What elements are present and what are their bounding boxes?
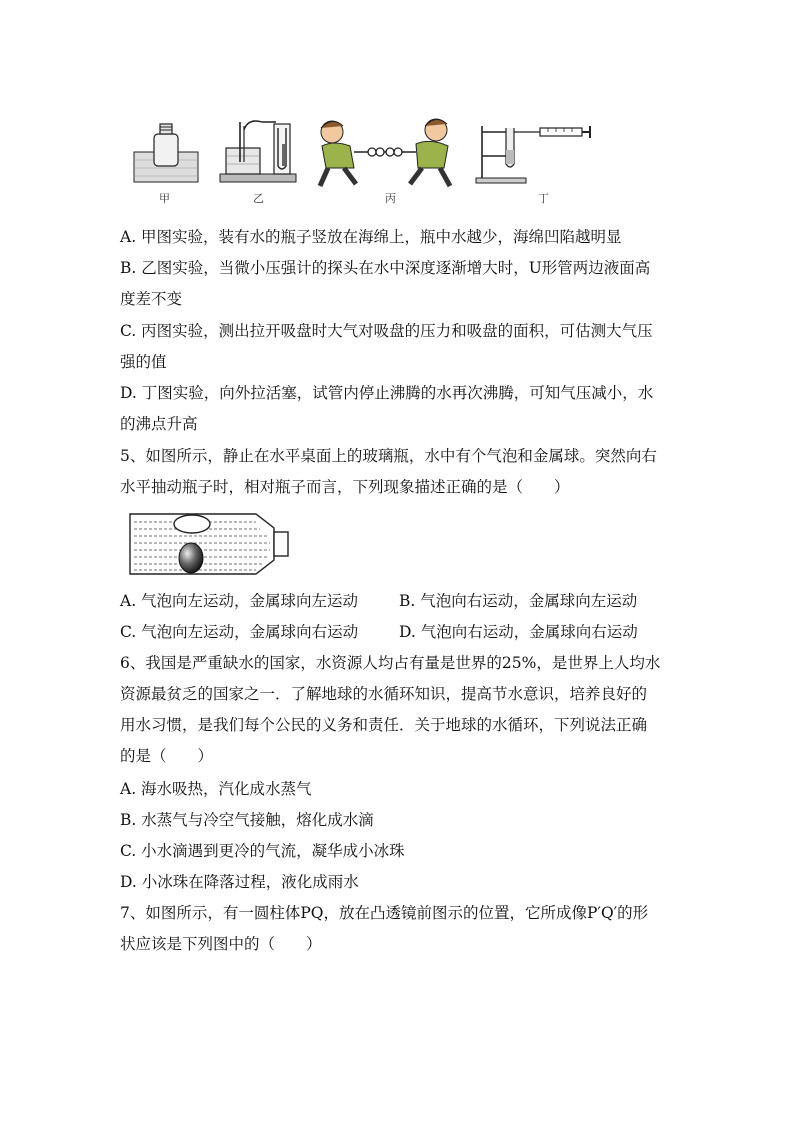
q6-option-d: D. 小冰珠在降落过程，液化成雨水 — [120, 873, 359, 891]
q5-stem-line-2: 水平抽动瓶子时，相对瓶子而言，下列现象描述正确的是（ ） — [120, 478, 570, 496]
q4-option-d-cont: 的沸点升高 — [120, 415, 198, 433]
q7-stem-line-1: 7、如图所示，有一圆柱体PQ，放在凸透镜前图示的位置，它所成像P′Q′的形 — [120, 904, 649, 922]
figure-bing — [310, 116, 460, 190]
q6-stem-line-2: 资源最贫乏的国家之一．了解地球的水循环知识，提高节水意识，培养良好的 — [120, 685, 648, 703]
q4-option-c: C. 丙图实验，测出拉开吸盘时大气对吸盘的压力和吸盘的面积，可估测大气压 — [120, 322, 653, 340]
q5-option-d: D. 气泡向右运动，金属球向右运动 — [399, 623, 638, 641]
q4-option-d: D. 丁图实验，向外拉活塞，试管内停止沸腾的水再次沸腾，可知气压减小，水 — [120, 384, 654, 402]
figure-jia — [130, 118, 202, 188]
q6-stem-line-3: 用水习惯，是我们每个公民的义务和责任．关于地球的水循环，下列说法正确 — [120, 716, 648, 734]
bottle-figure — [128, 510, 292, 578]
q5-stem-line-1: 5、如图所示，静止在水平桌面上的玻璃瓶，水中有个气泡和金属球。突然向右 — [120, 447, 657, 465]
q5-option-a: A. 气泡向左运动，金属球向左运动 — [120, 592, 359, 610]
caption-ding: 丁 — [538, 192, 549, 205]
caption-jia: 甲 — [159, 192, 170, 205]
figure-yi — [218, 118, 298, 188]
caption-yi: 乙 — [253, 192, 264, 205]
q5-option-b: B. 气泡向右运动，金属球向左运动 — [399, 592, 638, 610]
q6-option-c: C. 小水滴遇到更冷的气流，凝华成小冰珠 — [120, 842, 405, 860]
q4-option-c-cont: 强的值 — [120, 353, 167, 371]
q5-option-c: C. 气泡向左运动，金属球向右运动 — [120, 623, 359, 641]
q4-option-a: A. 甲图实验，装有水的瓶子竖放在海绵上，瓶中水越少，海绵凹陷越明显 — [120, 228, 622, 246]
q4-option-b-cont: 度差不变 — [120, 290, 183, 308]
q6-option-a: A. 海水吸热，汽化成水蒸气 — [120, 780, 312, 798]
figure-ding — [474, 120, 594, 186]
q7-stem-line-2: 状应该是下列图中的（ ） — [120, 935, 322, 953]
q6-stem-line-4: 的是（ ） — [120, 747, 214, 765]
q4-option-b: B. 乙图实验，当微小压强计的探头在水中深度逐渐增大时，U形管两边液面高 — [120, 259, 651, 277]
q6-stem-line-1: 6、我国是严重缺水的国家，水资源人均占有量是世界的25%，是世界上人均水 — [120, 654, 661, 672]
q6-option-b: B. 水蒸气与冷空气接触，熔化成水滴 — [120, 811, 374, 829]
caption-bing: 丙 — [385, 192, 396, 205]
